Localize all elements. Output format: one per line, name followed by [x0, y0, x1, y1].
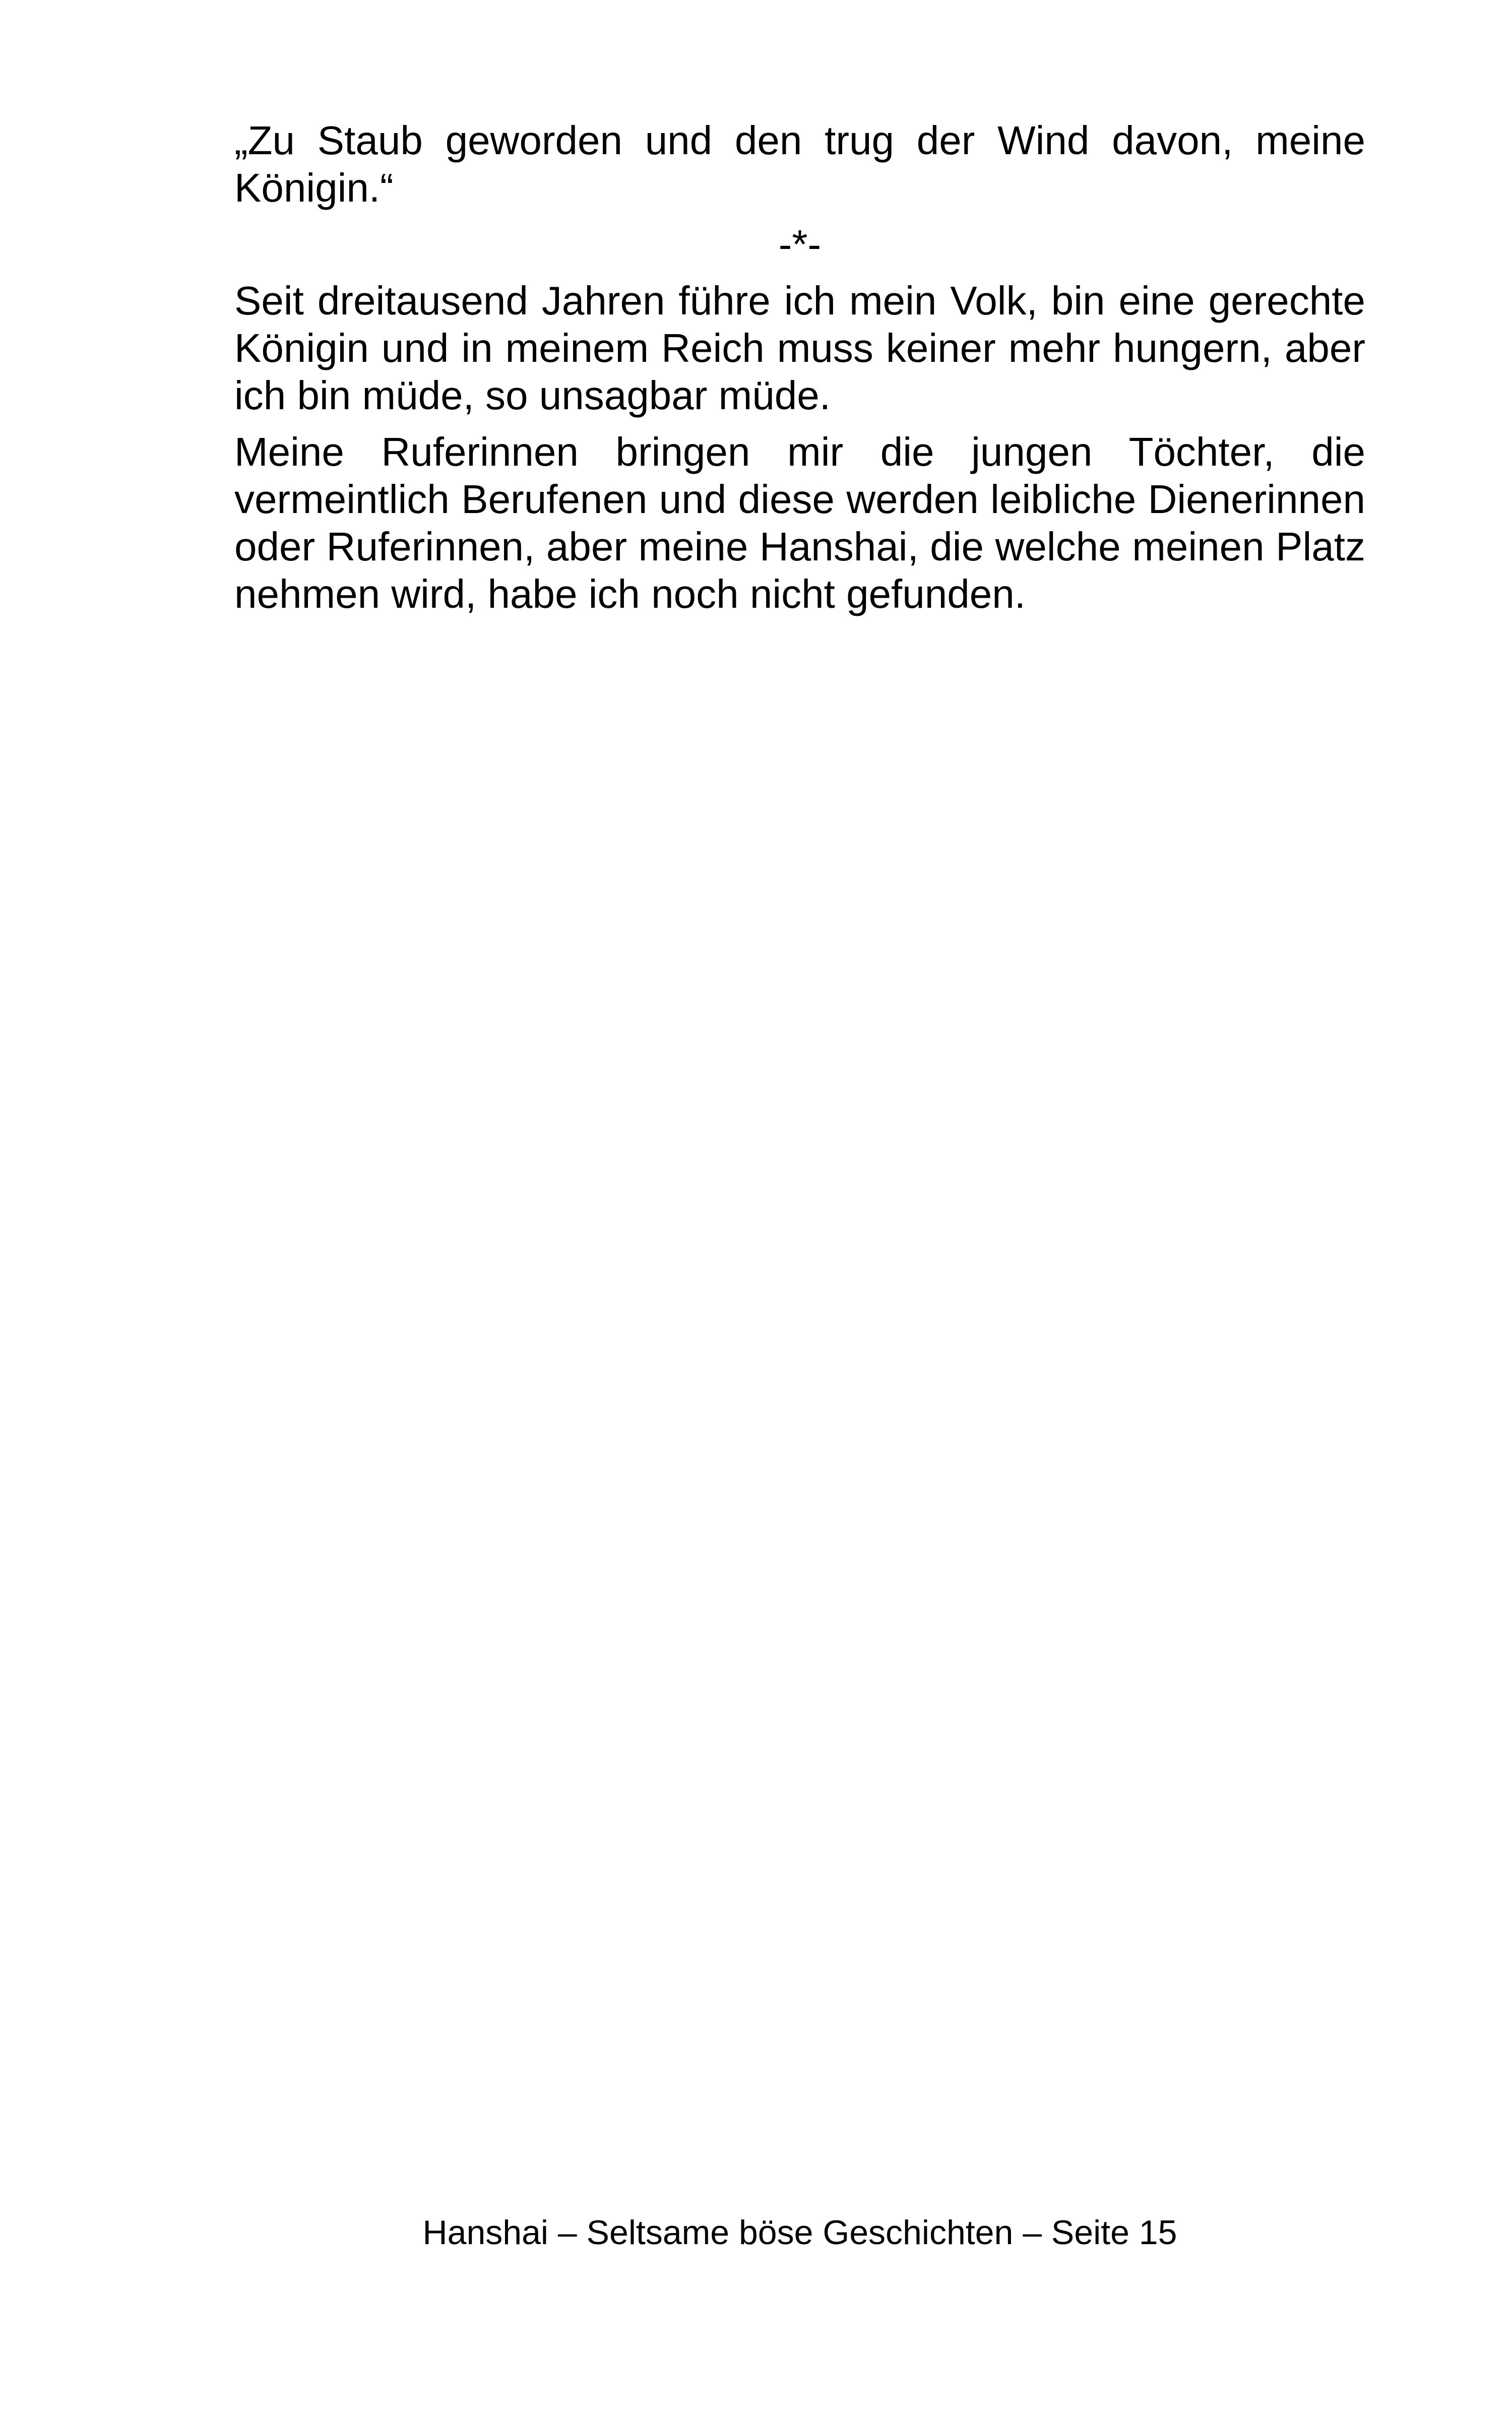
section-separator: -*- [778, 222, 822, 267]
paragraph-1: Seit dreitausend Jahren führe ich mein Volk, bin eine gerechte Königin und in meinem Reich muss keiner mehr hungern, aber ich bin müde, so unsagbar müde. [234, 278, 1365, 418]
paragraph-2: Meine Ruferinnen bringen mir die jungen Töchter, die vermeintlich Berufenen und diese werden leibliche Dienerinnen oder Ruferinnen, aber meine Hanshai, die welche meinen Platz nehmen wird, habe ich noch nicht gefunden. [234, 429, 1365, 616]
page-footer: Hanshai – Seltsame böse Geschichten – Seite 15 [422, 2213, 1177, 2252]
paragraph-quote: „Zu Staub geworden und den trug der Wind davon, meine Königin.“ [234, 118, 1365, 210]
body-text [234, 117, 1365, 627]
